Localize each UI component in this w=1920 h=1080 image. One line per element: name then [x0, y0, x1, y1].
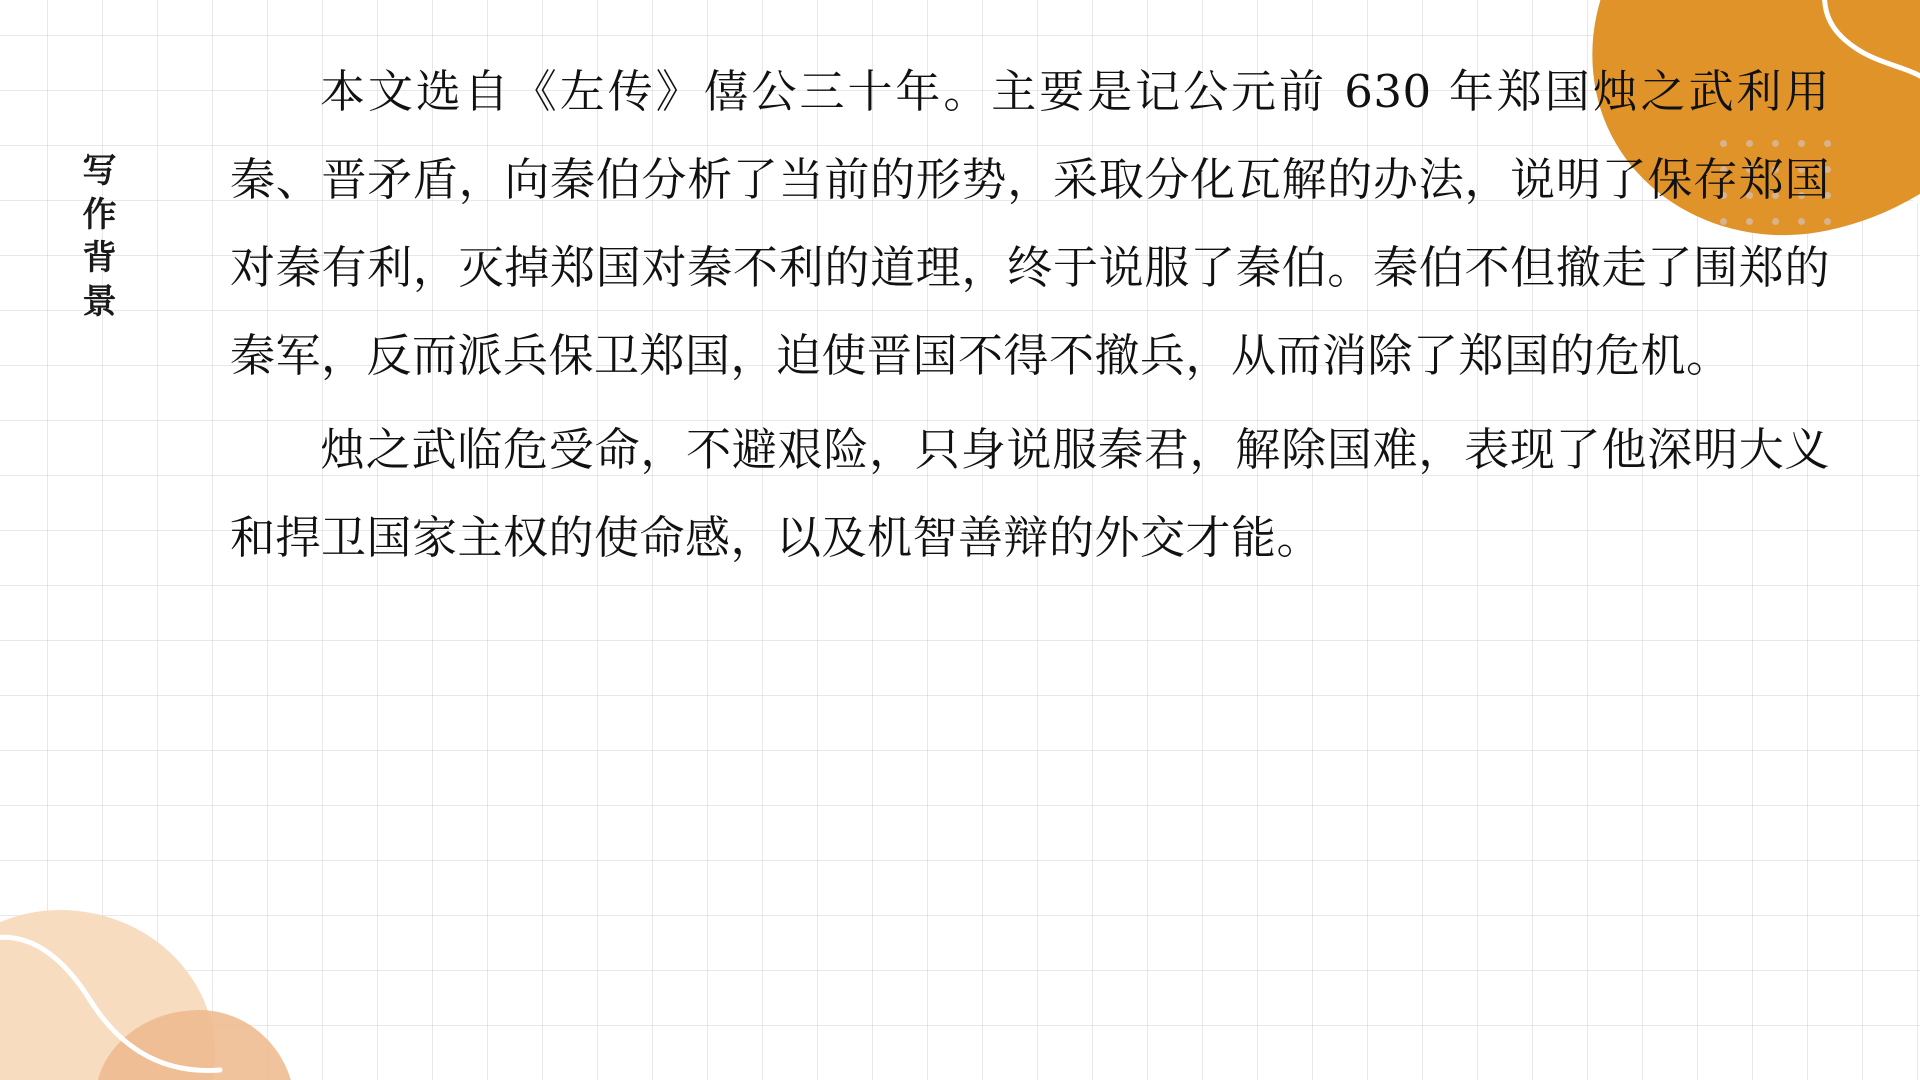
- body-content: [230, 48, 1830, 582]
- section-label-char-1: 写: [82, 152, 118, 190]
- paragraph-2: 烛之武临危受命，不避艰险，只身说服秦君，解除国难，表现了他深明大义和捍卫国家主权的使命感，以及机智善辩的外交才能。: [230, 423, 1830, 564]
- section-label-char-2: 作: [82, 195, 118, 234]
- section-label: [72, 150, 128, 324]
- paragraph-1: 本文选自《左传》僖公三十年。主要是记公元前 630 年郑国烛之武利用秦、晋矛盾，向秦伯分析了当前的形势，采取分化瓦解的办法，说明了保存郑国对秦有利，灭掉郑国对秦不利的道理，终于说服了秦伯。秦伯不但撤走了围郑的秦军，反而派兵保卫郑国，迫使晋国不得不撤兵，从而消除了郑国的危机。: [230, 65, 1830, 382]
- section-label-char-4: 景: [82, 282, 118, 321]
- section-label-char-3: 背: [82, 239, 118, 278]
